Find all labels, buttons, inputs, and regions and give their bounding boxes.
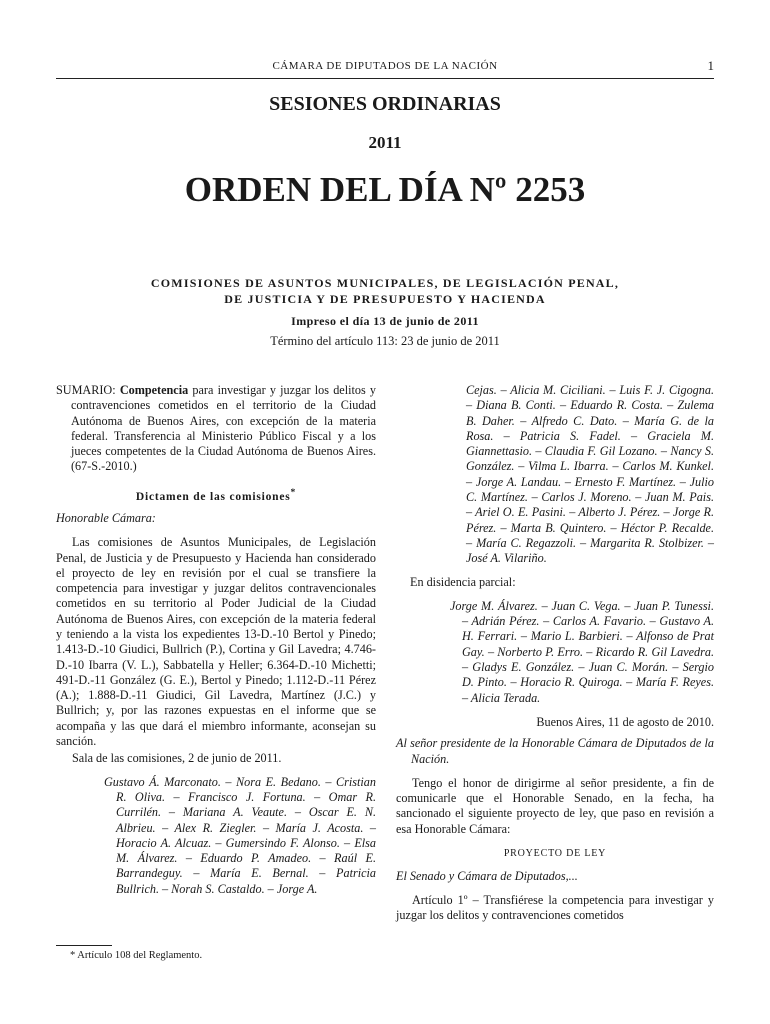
signatures-left: Gustavo Á. Marconato. – Nora E. Bedano. – Cristian R. Oliva. – Francisco J. Fortuna. – Omar R. Currilén. – Mariana A. Veaute. – Oscar E. N. Albrieu. – Alex R. Ziegler. – María J. Acosta. – Horacio A. Alcuaz. – Gumersindo F. Alonso. – Elsa M. Álvarez. – Eduardo P. Amadeo. – Raúl E. Barrandeguy. – María E. Bernal. – Patricia Bullrich. – Norah S. Castaldo. – Jorge A. [104,774,376,896]
summary-text: para investigar y juzgar los delitos y contravenciones cometidos en el territorio de la Ciudad Autónoma de Buenos Aires, con excepción de la materia federal. Transferencia al Ministerio Público Fiscal y a los jueces competentes de la Ciudad Autónoma de Buenos Aires. (67-S.-2010.) [71,383,377,474]
sala-line: Sala de las comisiones, 2 de junio de 2011. [72,751,282,766]
summary-keyword: Competencia [119,383,189,397]
sessions-title: SESIONES ORDINARIAS [269,93,501,115]
commissions-line-1: COMISIONES DE ASUNTOS MUNICIPALES, DE LEGISLACIÓN PENAL, [150,276,620,290]
left-column [56,383,376,897]
commissions-line-2: DE JUSTICIA Y DE PRESUPUESTO Y HACIENDA [224,292,546,306]
dictamen-title: Dictamen de las comisiones [135,490,291,503]
body-paragraph: Las comisiones de Asuntos Municipales, de Legislación Penal, de Justicia y de Presupuesto y Hacienda han considerado el proyecto de ley en revisión por el cual se transfiere la competencia para investigar y juzgar delitos contravencionales cometidos en su territorio al Poder Judicial de la Ciudad Autónoma de Buenos Aires, con excepción de la materia federal y teniendo a la vista los expedientes 13-D.-10 Bertol y Pinedo; 1.413-D.-10 Giudici, Bullrich (P.), Cortina y Gil Lavedra; 4.746-D.-10 Ibarra (V. L.), Sabbatella y Heller; 6.364-D.-10 Michetti; 491-D.-11 González (G. E.), Bertol y Pinedo; 1.112-D.-11 Pérez (A.); 1.888-D.-11 Giudici, Gil Lavedra, Martínez (J.C.) y Bullrich; y, por las razones expuestas en el informe que se acompaña y las que dará el miembro informante, aconsejan su sanción. [56,535,376,749]
chamber-name: CÁMARA DE DIPUTADOS DE LA NACIÓN [272,60,498,72]
commissions-heading [80,275,690,307]
letter-date: Buenos Aires, 11 de agosto de 2010. [536,714,714,729]
year-title: 2011 [368,133,402,152]
dissent-signatures: Jorge M. Álvarez. – Juan C. Vega. – Juan P. Tunessi. – Adrián Pérez. – Carlos A. Favario. – Gustavo A. H. Ferrari. – Mario L. Barbieri. – Alfonso de Prat Gay. – Norberto P. Erro. – Ricardo R. Gil Lavedra. – Gladys E. González. – Juan C. Morán. – Sergio D. Pinto. – Horacio R. Quiroga. – María F. Reyes. – Alicia Terada. [450,598,714,705]
footnote-rule [56,945,112,946]
summary [56,383,376,475]
page-header [56,58,714,79]
dictamen-heading [56,485,376,505]
article-1: Artículo 1º – Transfiérese la competencia para investigar y juzgar los delitos y contravenciones cometidos [396,892,714,922]
summary-label: SUMARIO: [56,383,120,397]
footnote-mark: * [290,486,297,498]
addressee: Al señor presidente de la Honorable Cámara de Diputados de la Nación. [396,736,714,766]
dissent-label: En disidencia parcial: [410,574,516,589]
right-column [396,383,714,923]
proyecto-heading: PROYECTO DE LEY [503,848,607,860]
order-title: ORDEN DEL DÍA Nº 2253 [184,170,586,209]
page-number: 1 [707,58,714,73]
footnote: * Artículo 108 del Reglamento. [70,950,203,961]
term-date: Término del artículo 113: 23 de junio de 2011 [270,334,500,348]
printed-date: Impreso el día 13 de junio de 2011 [291,314,479,328]
senado-line: El Senado y Cámara de Diputados,... [396,869,578,884]
letter-text: Tengo el honor de dirigirme al señor presidente, a fin de comunicarle que el Honorable Senado, en la fecha, ha sancionado el siguiente proyecto de ley, que paso en revisión a esa Honorable Cámara: [396,775,714,836]
signatures-right: Cejas. – Alicia M. Ciciliani. – Luis F. J. Cigogna. – Diana B. Conti. – Eduardo R. Costa. – Zulema B. Daher. – Alfredo C. Dato. – María G. de la Rosa. – Patricia S. Fadel. – Graciela M. Giannettasio. – Claudia F. Gil Lozano. – Nancy S. González. – Vilma L. Ibarra. – Carlos M. Kunkel. – Jorge A. Landau. – Ernesto F. Martínez. – Julio C. Martínez. – Carlos J. Moreno. – Juan M. Pais. – Ariel O. E. Pasini. – Alberto J. Pérez. – Jorge R. Pérez. – Marta B. Quintero. – Héctor P. Recalde. – María C. Regazzoli. – Margarita R. Stolbizer. – José A. Vilariño. [466,383,714,566]
salutation: Honorable Cámara: [56,510,156,525]
